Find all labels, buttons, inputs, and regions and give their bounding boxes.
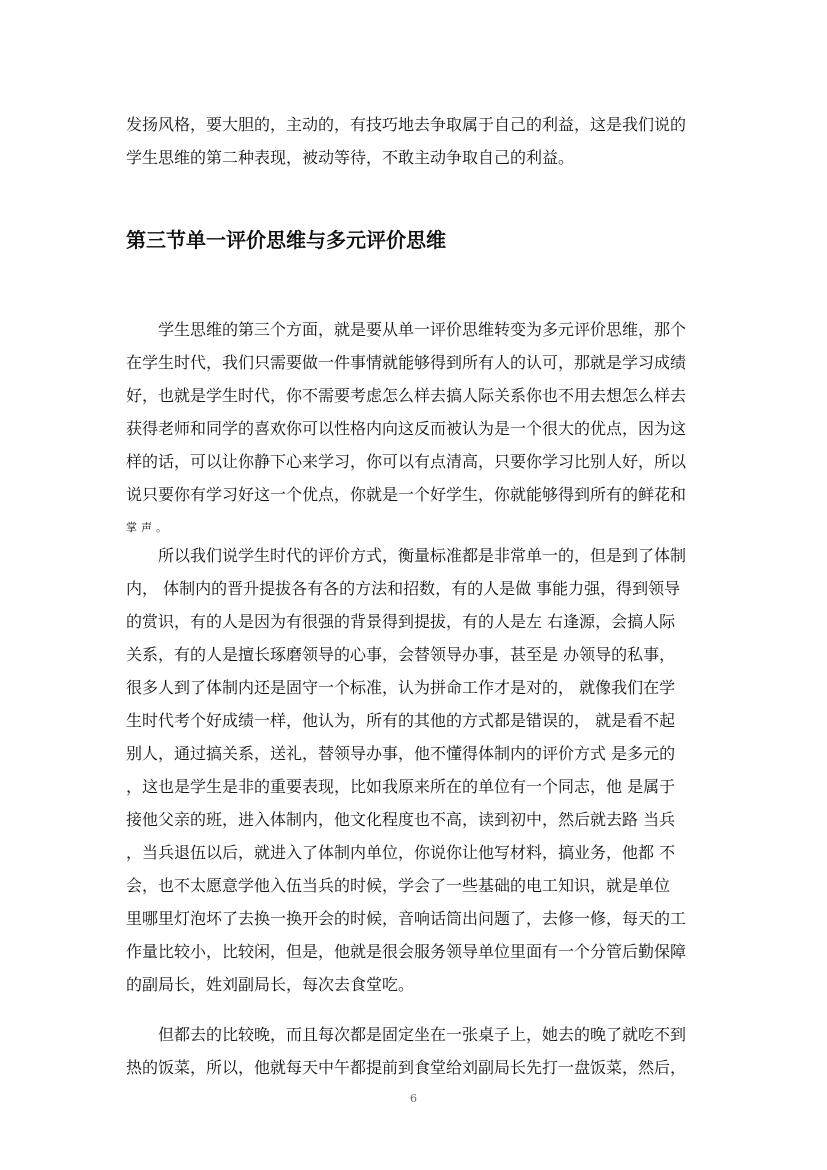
text-line: 好，也就是学生时代，你不需要考虑怎么样去搞人际关系你也不用去想怎么样去 <box>126 386 687 405</box>
text-line: 内， 体制内的晋升提拔各有各的方法和招数，有的人是做 事能力强，得到领导 <box>126 579 681 598</box>
text-line: ，当兵退伍以后，就进入了体制内单位，你说你让他写材料，搞业务，他都 不 <box>126 843 676 862</box>
text-line: 学生思维的第三个方面，就是要从单一评价思维转变为多元评价思维，那个 <box>158 320 687 339</box>
text-line: 说只要你有学习好这一个优点，你就是一个好学生，你就能够得到所有的鲜花和 <box>126 485 687 504</box>
page-number: 6 <box>410 1092 417 1105</box>
paragraph-1 <box>126 313 706 544</box>
text-line: 获得老师和同学的喜欢你可以性格内向这反而被认为是一个很大的优点，因为这 <box>126 419 687 438</box>
text-line: 生时代考个好成绩一样，他认为，所有的其他的方式都是错误的， 就是看不起 <box>126 711 676 730</box>
text-line: 作量比较小，比较闲，但是，他就是很会服务领导单位里面有一个分管后勤保障 <box>126 942 687 961</box>
text-line: 但都去的比较晚，而且每次都是固定坐在一张桌子上，她去的晚了就吃不到 <box>158 1025 687 1044</box>
text-line: 所以我们说学生时代的评价方式，衡量标准都是非常单一的，但是到了体制 <box>158 546 687 565</box>
text-line: 里哪里灯泡坏了去换一换开会的时候，音响话筒出问题了，去修一修，每天的工 <box>126 909 687 928</box>
text-line: 发扬风格，要大胆的，主动的，有技巧地去争取属于自己的利益，这是我们说的 <box>126 115 687 134</box>
text-line: 样的话，可以让你静下心来学习，你可以有点清高，只要你学习比别人好，所以 <box>126 452 687 471</box>
text-line: 的赏识，有的人是因为有很强的背景得到提拔，有的人是左 右逢源，会搞人际 <box>126 612 676 631</box>
intro-paragraph <box>126 108 706 174</box>
text-line: 热的饭菜，所以，他就每天中午都提前到食堂给刘副局长先打一盘饭菜，然后， <box>126 1058 687 1077</box>
text-line: 别人，通过搞关系，送礼，替领导办事，他不懂得体制内的评价方式 是多元的 <box>126 744 676 763</box>
text-line: 掌声。 <box>126 521 171 534</box>
text-line: 的副局长，姓刘副局长，每次去食堂吃。 <box>126 975 415 994</box>
paragraph-2 <box>126 539 706 1001</box>
text-line: 很多人到了体制内还是固守一个标准，认为拼命工作才是对的， 就像我们在学 <box>126 678 676 697</box>
text-line: 关系，有的人是擅长琢磨领导的心事，会替领导办事，甚至是 办领导的私事， <box>126 645 676 664</box>
text-line: 会，也不太愿意学他入伍当兵的时候，学会了一些基础的电工知识，就是单位 <box>126 876 671 895</box>
text-line: 学生思维的第二种表现，被动等待，不敢主动争取自己的利益。 <box>126 148 575 167</box>
section-heading: 第三节单一评价思维与多元评价思维 <box>126 228 446 252</box>
text-line: 在学生时代，我们只需要做一件事情就能够得到所有人的认可，那就是学习成绩 <box>126 353 687 372</box>
text-line: 接他父亲的班，进入体制内，他文化程度也不高，读到初中，然后就去路 当兵 <box>126 810 676 829</box>
text-line: ，这也是学生是非的重要表现，比如我原来所在的单位有一个同志，他 是属于 <box>126 777 676 796</box>
paragraph-3 <box>126 1018 706 1084</box>
